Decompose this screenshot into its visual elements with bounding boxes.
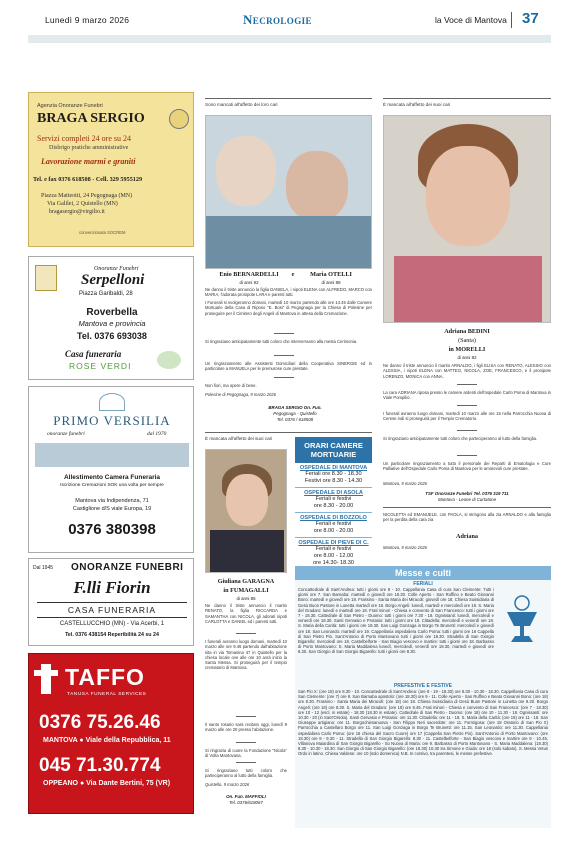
notice2-photo-face — [426, 146, 510, 246]
orari-hours: Feriali e festivi — [315, 546, 352, 552]
notice1-body4: Un ringraziamento alle Assistenti Domiciliari della Cooperativa SINERGIE ed in particolare a MANUELA per le premurose cure prestate. — [205, 361, 372, 372]
newspaper-name: la Voce di Mantova — [435, 15, 507, 25]
notice1-sep3 — [274, 377, 294, 378]
messe-feriali-label: FERIALI — [413, 581, 433, 587]
section-title: Necrologie — [243, 12, 312, 27]
notice2-place: Mantova, 9 marzo 2026 — [383, 481, 427, 486]
ad-fiorin-rule2 — [37, 617, 187, 618]
notice3-body2: I funerali avranno luogo domani, martedì 10 marzo alle ore 9.45 partendo dall'abitazione sita in via Tomasina 47 in Quistello per la chiesa locale ove alle ore 10 avrà inizio la Santa Messa. Si proseguirà per il tempio crematorio di Mantova. — [205, 639, 287, 671]
notice2-alias: (Santa) — [458, 337, 476, 344]
orari-hours: ore 8.30 - 20.00 — [313, 503, 354, 509]
ad-serpelloni-area: Mantova e provincia — [78, 319, 146, 328]
ad-primo-sub: onoranze funebri — [47, 431, 85, 437]
notice3-age: di anni 86 — [236, 596, 256, 601]
notice3-sep2 — [236, 716, 256, 717]
ad-primo-versilia — [28, 386, 194, 553]
orari-hours: ore 8.00 - 12.00 — [313, 553, 354, 559]
notice1-photo-clothes — [206, 216, 372, 269]
page-date: Lunedì 9 marzo 2026 — [45, 15, 130, 25]
notice3-married: in FUMAGALLI — [223, 587, 269, 594]
orari-block — [295, 488, 372, 513]
orari-hours: ore 14.30- 18.30 — [312, 560, 355, 566]
ad-fiorin-casa: CASA FUNERARIA — [67, 605, 157, 615]
orari-block — [295, 513, 372, 538]
orari-block — [295, 463, 372, 488]
ad-primo-phone: 0376 380398 — [68, 521, 156, 538]
messe-feriali-text: Concattedrale di Sant'Andrea: tutti i giorni ore 8 - 10. Cappellania Casa di cura San Clemente: Tutti i giorni ore 7. San Barnaba: martedì e giovedì ore 18.30. Colle Aperto - San Ruffino e Beato Giovanni Bono: martedì e giovedì ore 18. Frassino - Santa Maria dei Miracoli: giovedì ore 18. Chiesa Sussidiaria di Gesù Buon Pastore in Lunetta martedì ore 18. Borgo Angeli: lunedì, martedì e mercoledì ore 18. S. Maria del Gradaro: lunedì e martedì ore 18. Frati minori - Chiesa e convento di San Francesco: tutti i giorni ore 7 - 18.30. Cattedrale di San Pietro - Duomo: tutti i giorni ore 7.30 - 18. Ognissanti: lunedì, mercoledì e venerdì ore 18.30. Santi Gervasio e Protasio: tutti i giorni ore 18. Cittadella: mercoledì e venerdì ore 18. S. Maria della Carità: tutti i giorni ore 18.30. San Luigi Gonzaga in Borgo Te Brunetti: mercoledì e giovedì ore 18. San Leonardo: martedì ore 19. Cappellania ospedaliera Carlo Poma: tutti i giorni ore 16 Cappella di San Pietro Pio. Sant'Antonio di Porto Mantovano tutti i giorni ore 18.30. Stradella di San Giorgio Bigarello: mercoledì ore 18. Castelbelforte - San Biagio vescovo e martire: tutti i giorni ore 18. Barbasso di Porto Mantovano: S. Maria Maddalena lunedì, mercoledì, venerdì ore 18.30, martedì e giovedì ore 8.30. San Giorgio di San Giorgio Bigarello: tutti i giorni ore 8.30. — [298, 587, 494, 655]
messe-festive-text: San Pio X: (ore 18) ore 8.30 - 10. Concattedrale di Sant'Andrea: (ore 8 - 19 - 18.30) ore 8.30 - 10.30 - 18.30. Cappellania Casa di cura San Clemente: (ore 7) ore 9. San Barnaba apostolo: (ore 18.30) ore 9 - 11. Colle Aperto - San Ruffino e Beato Giovanni Bono: (ore 18) ore 8.30. Frassino - Santa Maria dei Miracoli: (ore 18) ore 18. Chiesa Sussidiaria di Gesù Buon Pastore in Lunetta ore 9.30. Borgo Angeli: (ore 18) ore 8.30. S. Maria del Gradaro: (ore 18) ore 9.45. Frati minori - Chiesa e convento di San Francesco: (ore 7 - 18.30) ore 10 - 12 (escl. in estate) - 18.30 (18.30 in estate). Cattedrale di San Pietro - Duomo: (ore 18) ore 10 - 11.30 - 18. Ognissanti: ore 10.30 - 20 (in Sant'Orsola). Santi Gervasio e Protasio: ore 11.30. Cittadella: ore 11 - 18. S. Maria della Carità: (ore 18) ore 11 - 18. San Giuseppe artigiano: ore 11. Borgochiesanuova - San Filippo Neri sacerdote: ore 11. Formigosa: (ore 18 Oratorio di San Pio X) Parrocchia a Castellaro Borgo ore 11. San Luigi Gonzaga in Borgo Te Brunetti: ore 11.15. San Leonardo: ore 11.30. Cappellania ospedaliera Carlo Poma: (ore 16 chiesa del Sacro Cuore) ore 17 (Cappella San Pietro Pio). Sant'Antonio di Porto Mantovano: (ore 18.30) ore 9 - 9.30 - 11. Stradella di San Giorgio Bigarello: 8.30 - 11. Castelbelforte - San Biagio vescovo e martire ore 9 - 10.45. Villanova Maiardina di San Giorgio Bigarello - So Nuova di Maria: ore 9. Barbasso di Porto Mantovano - S. Maria Maddalena: (18.30) 8.30 - 10.30 - 18.30. San Giorgio di San Giorgio Bigarello: (ore 18.30) 10.30 Sa Simone e Giuda: ore 18 (solo sabato). S. Messa Vetus Ordo in latino. Chiesa Valdese: ore 10 (solo domenica) N.B. In corsivo, tra parentesi, le messe prefestive. — [298, 689, 548, 757]
ad-serpelloni-town: Roverbella — [86, 307, 138, 318]
ad-primo-l4: Castiglione d/S viale Europa, 19 — [72, 506, 152, 512]
notice3-place: Quistello, 9 marzo 2026 — [205, 782, 250, 787]
notice1-sig3: Tel. 0376 / 618508 — [276, 417, 314, 422]
page-number: 37 — [522, 10, 539, 27]
notice1-photo-face-left — [216, 136, 276, 206]
orari-title: ORARI CAMERE MORTUARIE — [295, 437, 372, 463]
notice2-sep3 — [457, 430, 477, 431]
notice2-place2: Mantova, 9 marzo 2026 — [383, 545, 427, 550]
notice2-body3: I funerali avranno luogo domani, martedì 10 marzo alle ore 15 nella Parrocchia Nuova di Cerese indi si proseguirà per il Tempio Crematorio. — [383, 411, 551, 422]
orari-hours: ore 8.00 - 20.00 — [313, 528, 354, 534]
notice3-top-rule — [205, 432, 372, 433]
ad-fiorin — [28, 558, 194, 646]
ad-braga-line2: Disbrigo pratiche amministrative — [49, 145, 129, 151]
ad-fiorin-name: F.lli Fiorin — [73, 578, 151, 597]
notice1-place: Polesine di Pegognaga, 9 marzo 2026 — [205, 392, 277, 397]
ad-fiorin-addr: CASTELLUCCHIO (MN) - Via Acerbi, 1 — [59, 621, 165, 627]
ad-braga-email: bragasergio@virgilio.it — [49, 209, 105, 215]
orari-hospital-name: OSPEDALE DI BOZZOLO — [300, 515, 367, 521]
notice3-photo-face — [226, 474, 268, 526]
ad-braga-phone: Tel. e fax 0376 618508 - Cell. 329 5955129 — [33, 176, 143, 183]
header-bar — [28, 35, 551, 43]
notice2-sep4 — [457, 455, 477, 456]
ad-braga-addr1: Piazza Matteotti, 24 Pegognaga (MN) — [41, 193, 133, 199]
notice1-top-rule — [205, 98, 372, 99]
notice2-body2: La cara ADRIANA riposa presso le camere ardenti dell'ospedale Carlo Poma di Mantova in Viale Pompilio. — [383, 390, 551, 401]
ad-taffo-cross-bar — [34, 670, 58, 676]
notice2-body6: NICOLETTA ed EMANUELE, con PAOLA, si stringono alla zia ARNALDO e alla famiglia per la perdita della cara zia — [383, 512, 551, 523]
notice1-sep1 — [274, 333, 294, 334]
notice1-name1: Enio BERNARDELLI — [219, 271, 279, 278]
ad-braga-line1: Servizi completi 24 ore su 24 — [37, 134, 131, 143]
notice1-body1: Ne danno il triste annuncio la figlia DANIELA, i nipoti ELENA con ALFREDO, MARCO con MARIA, l'adorata pronipote LARA e parenti tutti. — [205, 287, 372, 298]
ad-braga-socrem: convenzionata SOCREM — [79, 230, 126, 235]
ad-taffo-name: TAFFO — [65, 664, 145, 690]
notice1-name2: Maria OTELLI — [310, 271, 352, 278]
ad-taffo — [28, 653, 194, 814]
notice1-sep2 — [274, 355, 294, 356]
ad-primo-l3: Mantova via Indipendenza, 71 — [75, 498, 149, 504]
header-divider — [511, 12, 512, 28]
ad-taffo-phone1: 0376 75.26.46 — [39, 712, 161, 733]
ad-braga-sergio — [28, 92, 194, 247]
notice3-photo — [205, 449, 287, 573]
notice1-age2: di anni 88 — [321, 280, 341, 285]
ad-serpelloni-kicker: Onoranze Funebri — [94, 266, 139, 272]
notice3-intro: È mancata all'affetto dei suoi cari — [205, 436, 273, 441]
ad-primo-photo — [35, 443, 189, 467]
notice2-mid-rule — [383, 507, 551, 508]
notice3-body1: Ne danno il triste annuncio il marito RENATO, la figlia RICCARDA e SAMANTHA con NICOLA, gli adorati nipoti CARLOTTA e DANIEL ed i parenti tutti. — [205, 603, 287, 624]
orari-box — [295, 437, 372, 584]
ad-fiorin-title: ONORANZE FUNEBRI — [71, 562, 184, 573]
ad-braga-agency: Agenzia Onoranze Funebri — [37, 103, 103, 109]
ad-serpelloni-roseverdi: ROSE VERDI — [69, 361, 132, 371]
notice2-age: di anni 82 — [457, 355, 477, 360]
orari-hospital-name: OSPEDALE DI MANTOVA — [299, 465, 368, 471]
ad-primo-l2: Iscrizione Cremazioni SOK una volta per sempre — [60, 483, 164, 488]
notice2-sep2 — [457, 405, 477, 406]
ad-serpelloni-name: Serpelloni — [81, 272, 145, 288]
ad-fiorin-tel: Tel. 0376 438154 Reperibilità 24 su 24 — [65, 632, 159, 638]
chalice-icon — [499, 594, 545, 646]
notice3-photo-clothes — [210, 530, 284, 573]
notice3-sig2: Tel. 0376/618067 — [229, 800, 263, 805]
notice1-sig2: Pegognaga - Quistello — [273, 411, 317, 416]
notice3-body5: Si ringraziano tutti coloro che parteciperanno al lutto della famiglia. — [205, 768, 287, 779]
notice2-body4: Si ringraziano anticipatamente tutti coloro che parteciperanno al lutto della famiglia. — [383, 436, 538, 441]
notice3-sep4 — [236, 762, 256, 763]
notice1-photo — [205, 115, 372, 269]
ad-fiorin-rule — [37, 602, 187, 603]
notice3-name: Giuliana GARAGNA — [217, 578, 275, 585]
ad-taffo-addr2: OPPEANO ● Via Dante Bertini, 75 (VR) — [43, 780, 171, 787]
ad-braga-line3: Lavorazione marmi e graniti — [41, 157, 136, 166]
notice2-married: in MORELLI — [448, 346, 486, 353]
ad-taffo-sub: TANUSA FUNERAL SERVICES — [67, 692, 147, 697]
ad-serpelloni-casa: Casa funeraria — [65, 349, 122, 359]
ad-primo-since: dal 1970 — [147, 431, 167, 437]
notice1-body3: Si ringraziano anticipatamente tutti coloro che interverranno alla mesta Cerimonia. — [205, 339, 358, 344]
notice2-body5: Un particolare ringraziamento a tutto il personale dei Reparti di Ematologia e Cure Palliative dell'Ospedale Carlo Poma di Mantova per le amorevoli cure prestate. — [383, 461, 551, 472]
ad-serpelloni — [28, 256, 194, 380]
notice3-sig1: On. Fun. MAFFIOLI — [226, 794, 266, 799]
ad-primo-logo-icon — [99, 393, 125, 411]
notice1-and: e — [291, 271, 295, 278]
orari-hours: Feriali e festivi — [315, 521, 352, 527]
messe-festive-label: PREFESTIVE E FESTIVE — [393, 683, 453, 689]
ad-serpelloni-crest-icon — [35, 265, 57, 291]
ad-braga-name: BRAGA SERGIO — [37, 111, 145, 126]
ad-serpelloni-addr: Piazza Garibaldi, 28 — [79, 291, 133, 297]
ad-braga-addr2: Via Galilei, 2 Quistello (MN) — [47, 201, 118, 207]
ad-primo-name: PRIMO VERSILIA — [53, 413, 171, 428]
messe-box — [295, 566, 551, 828]
notice2-sig1: TSF Onoranze Funebri Tel. 0376 319 711 — [425, 491, 509, 496]
ad-primo-l1: Allestimento Camera Funeraria — [63, 474, 161, 481]
messe-title: Messe e culti — [295, 566, 551, 580]
orari-hours: Feriali ore 8.30 - 18.30 — [305, 471, 362, 477]
notice1-age1: di anni 92 — [239, 280, 259, 285]
orari-list — [295, 463, 372, 570]
notice2-sig2: Mantova - Leone di Curtatone — [437, 497, 497, 502]
notice1-photo-face-right — [286, 151, 348, 221]
orari-hours: Festivi ore 8.30 - 14.30 — [304, 478, 363, 484]
notice2-name: Adriana BEDINI — [444, 328, 490, 335]
notice2-name2: Adriana — [455, 533, 478, 540]
orari-hospital-name: OSPEDALE DI ASOLA — [304, 490, 363, 496]
notice2-intro: È mancata all'affetto dei suoi cari — [383, 102, 451, 107]
notice1-body5: Non fiori, ma opere di bene. — [205, 383, 257, 388]
orari-hours: Feriali e festivi — [315, 496, 352, 502]
notice3-sep3 — [236, 742, 256, 743]
notice2-photo — [383, 115, 551, 323]
ad-taffo-addr1: MANTOVA ● Viale della Repubblica, 11 — [43, 737, 171, 744]
notice2-body1: Ne danno il triste annuncio il marito ARNALDO, i figli ELISA con RENATO, ALESSIO con ALESSIA, i nipoti ELENA con MATTEO, NICOLA, ZOE, FRANCESCO, e il pronipote LORENZO, MONICA con ANNA. — [383, 363, 551, 379]
notice2-top-rule — [383, 98, 551, 99]
ad-serpelloni-phone: Tel. 0376 693038 — [77, 331, 147, 341]
notice3-sep1 — [236, 633, 256, 634]
ad-taffo-phone2: 045 71.30.774 — [39, 755, 161, 776]
notice1-intro: Sono mancati all'affetto dei loro cari — [205, 102, 278, 107]
ad-serpelloni-rose-icon — [157, 351, 181, 369]
ad-taffo-cross-icon — [41, 664, 51, 694]
notice3-body4: Si ringrazia di cuore la Fondazione "Nicola" di Volta Mantovana. — [205, 748, 287, 759]
ad-braga-emblem — [169, 109, 189, 129]
notice1-body2: I Funerali si svolgeranno domani, martedì 10 marzo partendo alle ore 14.45 dalle Camere Mortuarie della Casa di Riposo "E. Bosi" di Pegognaga per la Chiesa di Polesine per proseguire per il Cimitero degli Angeli di Mantova in attesa della Cremazione. — [205, 300, 372, 316]
ad-fiorin-year: Dal 1945 — [33, 565, 54, 571]
notice1-sig1: BRAGA SERGIO On. Fun. — [268, 405, 322, 410]
notice3-body3: Il santo rosario sarà recitato oggi, lunedì 9 marzo alle ore 20 presso l'abitazione. — [205, 722, 287, 733]
notice2-sep1 — [457, 384, 477, 385]
notice2-photo-scarf — [394, 256, 542, 323]
orari-hospital-name: OSPEDALE DI PIEVE DI C. — [298, 540, 369, 546]
